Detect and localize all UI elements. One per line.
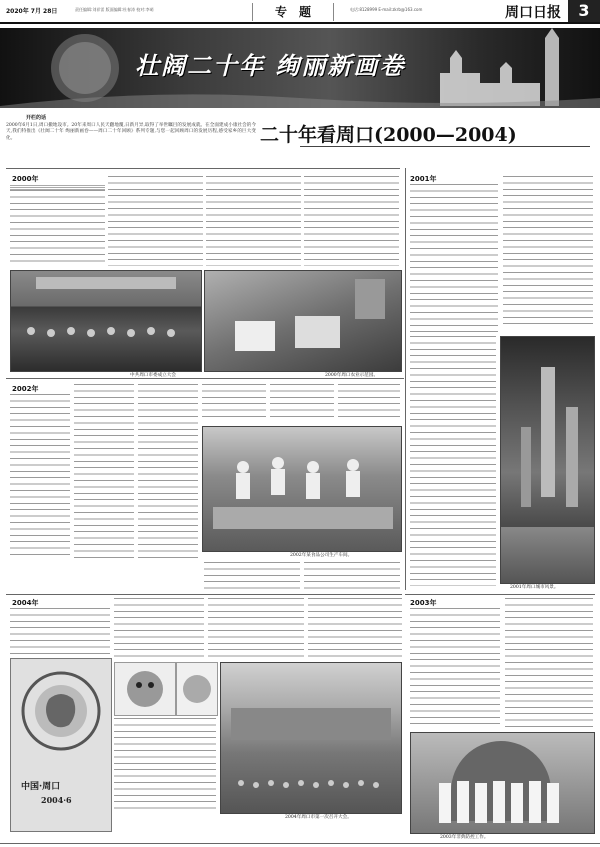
text-2002-h [304,562,400,592]
year-2001-heading: 2001年 [410,175,437,183]
page-number: 3 [568,0,600,22]
text-2002-e [270,384,334,422]
text-2003-a [410,608,500,728]
poster-sub: 2004·6 [41,795,72,805]
banner-title: 壮阔二十年 绚丽新画卷 [135,51,406,80]
text-2002-f [338,384,400,422]
text-2002-a [10,394,70,559]
year-2004-heading: 2004年 [12,599,39,607]
photo-factory [202,426,402,552]
text-2004-e [114,718,216,810]
photo-committee-meeting [10,270,202,372]
intro-text: 2000年6月1日,周口撤地设市。20年来周口人民天翻地覆,日新月异,取得了举世瞩目的发展成就。在全面建成小康社会的今天,我们特推出《壮阔二十年 绚丽新画卷——周口二十年回顾》系列专题,与您一起回顾周口的发展历程,感受家乡的巨大变化。 [6,123,256,141]
header-editor-line: 责任编辑:刘祥雷 版面编辑:杜春涛 校对:李萌 [75,7,154,12]
banner [0,28,600,108]
photo-logo [176,662,218,716]
caption-office: 2000年周口农业示范园。 [325,373,379,378]
year-2000-heading: 2000年 [12,175,39,183]
header-contact: 电话:8128999 E-mail:zkrb@163.com [350,7,423,12]
year-2002-heading: 2002年 [12,385,39,393]
intro-label: 开栏的话 [26,115,47,121]
section-label: 专 题 [252,3,334,21]
text-2002-b [74,384,134,559]
photo-city [500,336,595,584]
text-2001-a [410,184,498,334]
photo-office [204,270,402,372]
text-2004-c [208,598,304,658]
text-2004-a [10,608,110,654]
header-date: 2020年 7月 28日 [6,8,58,15]
main-title: 二十年看周口(2000—2004) [260,124,517,146]
text-2000-c [206,176,301,266]
caption-medical: 2003年非典防控工作。 [440,835,489,840]
text-2000-d [304,176,399,266]
text-2002-g [204,562,300,592]
year-2003-heading: 2003年 [410,599,437,607]
text-2004-b [114,598,204,658]
text-2000-a [10,184,105,264]
poster-2004 [10,658,112,832]
poster-ring-emblem [19,669,103,753]
paper-name: 周口日报 [505,5,561,21]
text-2001-c [410,336,496,586]
poster-title: 中国·周口 [21,782,61,792]
text-2004-d [308,598,402,658]
photo-mascot [114,662,176,716]
caption-2004-meeting: 2004年周口市第一次召开大会。 [285,815,352,820]
photo-medical-staff [410,732,595,834]
caption-city: 2001年周口城市风景。 [510,585,559,590]
text-2002-d [202,384,266,422]
text-2000-b [108,176,203,266]
intro-box [6,114,256,164]
caption-factory: 2002年某食品公司生产车间。 [290,553,353,558]
text-2002-c [138,384,198,559]
caption-committee: 中共周口市委成立大会 [130,373,176,378]
text-2001-b [503,176,593,326]
photo-2004-meeting [220,662,402,814]
text-2003-b [505,598,593,728]
